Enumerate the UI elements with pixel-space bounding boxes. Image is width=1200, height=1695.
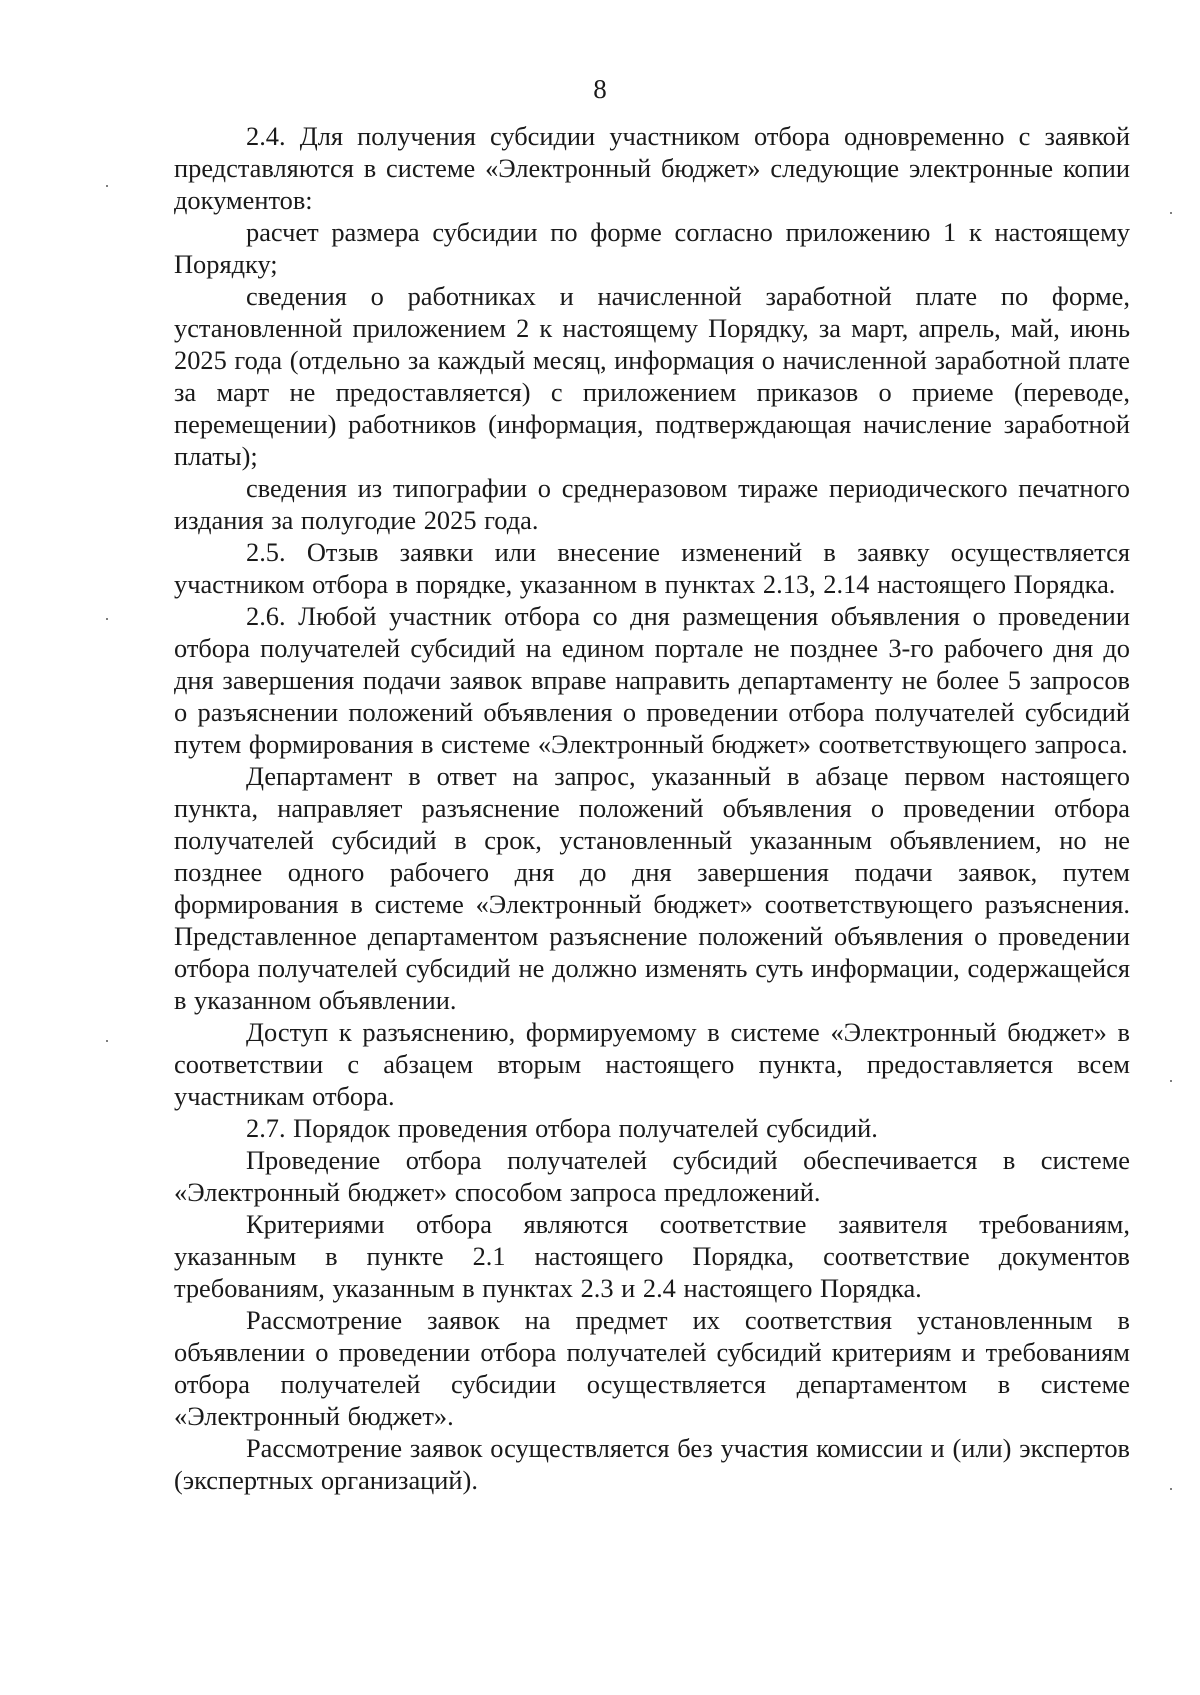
paragraph-2-4: 2.4. Для получения субсидии участником отбора одновременно с заявкой представляются в системе «Электронный бюджет» следующие электронные копии документов:	[174, 121, 1130, 215]
paragraph-subsidy-calculation: расчет размера субсидии по форме согласно приложению 1 к настоящему Порядку;	[174, 217, 1130, 279]
paragraph-application-review: Рассмотрение заявок на предмет их соответствия установленным в объявлении о проведении отбора получателей субсидий критериям и требованиям отбора получателей субсидии осуществляется департаментом в системе «Электронный бюджет».	[174, 1305, 1130, 1431]
scan-speck	[106, 185, 108, 187]
paragraph-2-6: 2.6. Любой участник отбора со дня размещения объявления о проведении отбора получателей субсидий на едином портале не позднее 3-го рабочего дня до дня завершения подачи заявок вправе направить департаменту не более 5 запросов о разъяснении положений объявления о проведении отбора получателей субсидий путем формирования в системе «Электронный бюджет» соответствующего запроса.	[174, 601, 1130, 759]
paragraph-2-5: 2.5. Отзыв заявки или внесение изменений в заявку осуществляется участником отбора в порядке, указанном в пунктах 2.13, 2.14 настоящего Порядка.	[174, 537, 1130, 599]
paragraph-selection-criteria: Критериями отбора являются соответствие заявителя требованиям, указанным в пункте 2.1 настоящего Порядка, соответствие документов требованиям, указанным в пунктах 2.3 и 2.4 настоящего Порядка.	[174, 1209, 1130, 1303]
scan-speck	[106, 1040, 108, 1042]
paragraph-2-7: 2.7. Порядок проведения отбора получателей субсидий.	[246, 1113, 878, 1143]
document-body	[174, 120, 1130, 1496]
paragraph-selection-method: Проведение отбора получателей субсидий обеспечивается в системе «Электронный бюджет» способом запроса предложений.	[174, 1145, 1130, 1207]
paragraph-clarification-access: Доступ к разъяснению, формируемому в системе «Электронный бюджет» в соответствии с абзацем вторым настоящего пункта, предоставляется всем участникам отбора.	[174, 1017, 1130, 1111]
scan-speck	[1170, 1080, 1172, 1082]
page-number: 8	[593, 74, 607, 104]
scan-speck	[1170, 1488, 1172, 1490]
paragraph-employee-info: сведения о работниках и начисленной заработной плате по форме, установленной приложением 2 к настоящему Порядку, за март, апрель, май, июнь 2025 года (отдельно за каждый месяц, информация о начисленной заработной плате за март не предоставляется) с приложением приказов о приеме (переводе, перемещении) работников (информация, подтверждающая начисление заработной платы);	[174, 281, 1130, 471]
scan-speck	[106, 618, 108, 620]
paragraph-review-without-commission: Рассмотрение заявок осуществляется без участия комиссии и (или) экспертов (экспертных организаций).	[174, 1433, 1130, 1495]
scan-speck	[1170, 212, 1172, 214]
paragraph-print-run-info: сведения из типографии о среднеразовом тираже периодического печатного издания за полугодие 2025 года.	[174, 473, 1130, 535]
paragraph-department-response: Департамент в ответ на запрос, указанный в абзаце первом настоящего пункта, направляет разъяснение положений объявления о проведении отбора получателей субсидий в срок, установленный указанным объявлением, но не позднее одного рабочего дня до дня завершения подачи заявок, путем формирования в системе «Электронный бюджет» соответствующего разъяснения. Представленное департаментом разъяснение положений объявления о проведении отбора получателей субсидий не должно изменять суть информации, содержащейся в указанном объявлении.	[174, 761, 1130, 1015]
